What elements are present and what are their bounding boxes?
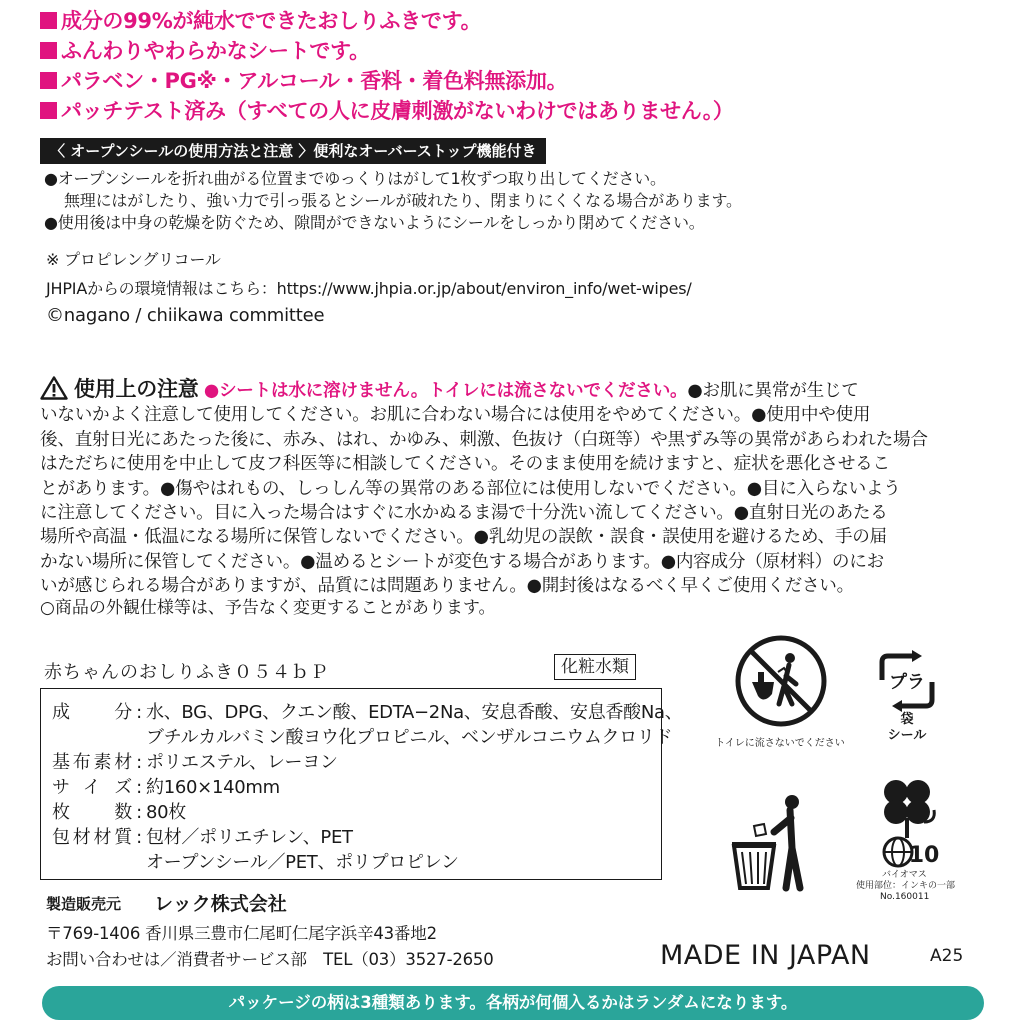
plastic-recycle-icon [874, 650, 940, 712]
caution-highlight: ●シートは水に溶けません。トイレには流さないでください。 [203, 381, 688, 401]
recycle-label-bag: 袋 [900, 712, 914, 727]
spec-value-line: 約160×140mm [146, 777, 280, 798]
made-in-japan: MADE IN JAPAN [660, 940, 871, 971]
caution-line: いないかよく注意して使用してください。お肌に合わない場合には使用をやめてください。●使用中や使用 [40, 405, 871, 426]
spec-colon: : [136, 827, 142, 848]
spec-label: 成分 [52, 702, 132, 723]
pla-text: プラ [889, 672, 925, 693]
spec-row [52, 750, 662, 775]
manufacturer-address: 〒769-1406 香川県三豊市仁尾町仁尾字浜辛43番地2 [46, 924, 437, 943]
feature-item: パッチテスト済み（すべての人に皮膚刺激がないわけではありません。） [40, 96, 1020, 126]
spec-value [146, 800, 186, 825]
spec-colon: : [136, 752, 142, 773]
caution-line: 後、直射日光にあたった後に、赤み、はれ、かゆみ、刺激、色抜け（白斑等）や黒ずみ等の異常があらわれた場合 [40, 429, 928, 450]
instruction-line: 無理にはがしたり、強い力で引っ張るとシールが破れたり、閉まりにくくなる場合があります。 [64, 191, 742, 210]
feature-list [40, 6, 1020, 126]
category-badge: 化粧水類 [554, 654, 636, 680]
copyright: ©nagano / chiikawa committee [46, 305, 325, 326]
spec-label: 基布素材 [52, 752, 132, 773]
pink-square-icon [40, 102, 57, 119]
appearance-note: ○商品の外観仕様等は、予告なく変更することがあります。 [40, 598, 496, 618]
jhpia-note: JHPIAからの環境情報はこちら：https://www.jhpia.or.jp/about/environ_info/wet-wipes/ [46, 279, 692, 298]
spec-value [146, 750, 338, 775]
product-name: 赤ちゃんのおしりふき０５４ｂＰ [44, 662, 329, 683]
instruction-line: ●オープンシールを折れ曲がる位置までゆっくりはがして1枚ずつ取り出してください。 [44, 169, 666, 188]
manufacturer-name: レック株式会社 [154, 893, 287, 915]
spec-label: 包材材質 [52, 827, 132, 848]
spec-row [52, 700, 683, 750]
pink-square-icon [40, 12, 57, 29]
pg-footnote: ※ プロピレングリコール [46, 250, 221, 269]
feature-item: ふんわりやわらかなシートです。 [40, 36, 1020, 66]
biomass-label-line: バイオマス [882, 870, 927, 880]
spec-value [146, 700, 682, 750]
spec-value-line: ブチルカルバミン酸ヨウ化プロピニル、ベンザルコニウムクロリド [146, 727, 673, 748]
inquiry-contact: お問い合わせは／消費者サービス部 TEL（03）3527-2650 [46, 950, 494, 969]
caution-text: ●お肌に異常が生じて [687, 381, 859, 401]
biomass-label [856, 870, 955, 903]
spec-value-line: オープンシール／PET、ポリプロピレン [146, 852, 459, 873]
lot-code: A25 [930, 946, 964, 966]
spec-value-line: 80枚 [146, 802, 187, 823]
pink-square-icon [40, 42, 57, 59]
open-seal-instructions [44, 168, 1004, 234]
feature-item: 成分の99%が純水でできたおしりふきです。 [40, 6, 1020, 36]
caution-line: いが感じられる場合がありますが、品質には問題ありません。●開封後はなるべく早くご使用ください。 [40, 576, 854, 597]
caution-block [40, 376, 990, 599]
biomass-number: 10 [908, 843, 940, 868]
feature-item: パラベン・PG※・アルコール・香料・着色料無添加。 [40, 66, 1020, 96]
biomass-label-line: No.160011 [880, 892, 930, 902]
caution-line: とがあります。●傷やはれもの、しっしん等の異常のある部位には使用しないでください。●目に入らないよう [40, 478, 901, 499]
caution-title: 使用上の注意 [74, 377, 199, 401]
instruction-line: ●使用後は中身の乾燥を防ぐため、隙間ができないようにシールをしっかり閉めてください。 [44, 213, 705, 232]
caution-line: 場所や高温・低温になる場所に保管しないでください。●乳幼児の誤飲・誤食・誤使用を避けるため、手の届 [40, 527, 887, 548]
caution-line: かない場所に保管してください。●温めるとシートが変色する場合があります。●内容成分（原材料）のにお [40, 551, 884, 572]
spec-row [52, 775, 662, 800]
spec-colon: : [136, 802, 142, 823]
manufacturer-label: 製造販売元 [46, 895, 122, 913]
warning-triangle-icon [40, 376, 68, 400]
spec-colon: : [136, 777, 142, 798]
recycle-label-seal: シール [887, 728, 927, 743]
open-seal-header: 〈 オープンシールの使用方法と注意 〉便利なオーバーストップ機能付き [40, 138, 546, 164]
no-flush-label: トイレに流さないでください [715, 738, 845, 749]
spec-value-line: ポリエステル、レーヨン [146, 752, 338, 773]
biomass-label-line: 使用部位：インキの一部 [856, 881, 956, 891]
pink-square-icon [40, 72, 57, 89]
spec-table [52, 700, 683, 875]
spec-row [52, 800, 662, 825]
caution-line: はただちに使用を中止して皮フ科医等に相談してください。そのまま使用を続けますと、症状を悪化させるこ [40, 454, 890, 475]
spec-value-line: 包材／ポリエチレン、PET [146, 827, 353, 848]
spec-colon: : [136, 702, 142, 723]
caution-line [40, 376, 990, 403]
spec-value-line: 水、BG、DPG、クエン酸、EDTA−2Na、安息香酸、安息香酸Na、 [146, 702, 683, 723]
spec-value [146, 775, 280, 800]
no-flush-icon [734, 634, 828, 728]
recycle-label [874, 712, 940, 744]
biomass-mark-icon [878, 778, 944, 872]
spec-value [146, 825, 459, 875]
spec-label: 枚数 [52, 802, 132, 823]
spec-row [52, 825, 662, 875]
trash-can-icon [730, 792, 820, 892]
caution-line: に注意してください。目に入った場合はすぐに水かぬるま湯で十分洗い流してください。●直射日光のあたる [40, 503, 888, 524]
pattern-notice-banner: パッケージの柄は3種類あります。各柄が何個入るかはランダムになります。 [42, 986, 984, 1020]
spec-label: サイズ [52, 777, 132, 798]
